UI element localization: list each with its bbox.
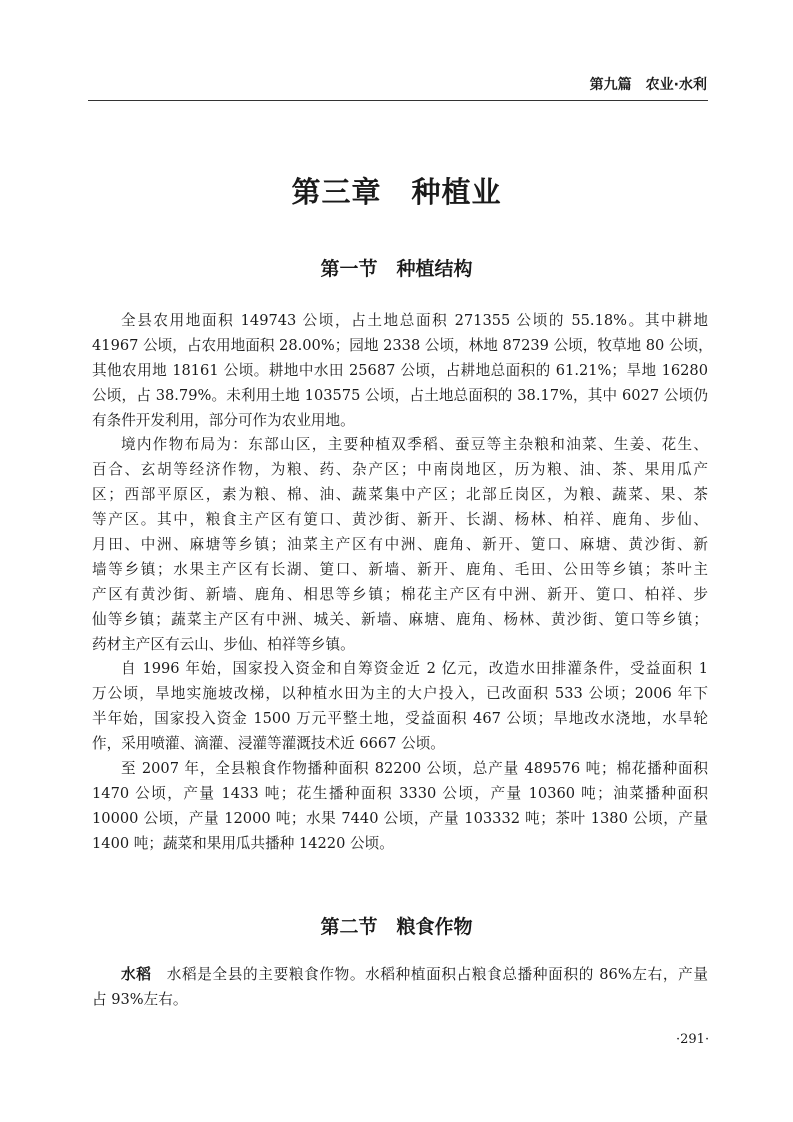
paragraph-line: 占 93%左右。 <box>92 990 188 1008</box>
paragraph-keyword: 水稻 <box>121 966 152 983</box>
paragraph-line: 全县农用地面积 149743 公顷，占土地总面积 271355 公顷的 55.18%。其中耕地 <box>121 312 708 329</box>
paragraph-line: 产区有黄沙街、新墙、鹿角、相思等乡镇；棉花主产区有中洲、新开、筻口、柏祥、步 <box>92 585 708 603</box>
paragraph-line: 墙等乡镇；水果主产区有长湖、筻口、新墙、新开、鹿角、毛田、公田等乡镇；茶叶主 <box>92 560 708 578</box>
page-number: ·291· <box>676 1032 710 1047</box>
running-header: 第九篇 农业·水利 <box>589 77 707 93</box>
paragraph-line: 其他农用地 18161 公顷。耕地中水田 25687 公顷，占耕地总面积的 61.21%；旱地 16280 <box>92 361 708 379</box>
paragraph-line: 水稻 水稻是全县的主要粮食作物。水稻种植面积占粮食总播种面积的 86%左右，产量 <box>121 966 708 983</box>
paragraph-line: 区；西部平原区，素为粮、棉、油、蔬菜集中产区；北部丘岗区，为粮、蔬菜、果、茶 <box>92 486 708 504</box>
paragraph-line: 半年始，国家投入资金 1500 万元平整土地，受益面积 467 公顷；旱地改水浇地，水旱轮 <box>92 710 708 728</box>
section-title: 第二节 粮食作物 <box>320 916 473 938</box>
paragraph-line: 万公顷，旱地实施坡改梯，以种植水田为主的大户投入，已改面积 533 公顷；2006 年下 <box>92 685 708 703</box>
paragraph-line: 百合、玄胡等经济作物，为粮、药、杂产区；中南岗地区，历为粮、油、茶、果用瓜产 <box>92 461 708 479</box>
paragraph-line: 1400 吨；蔬菜和果用瓜共播种 14220 公顷。 <box>92 834 394 852</box>
paragraph-line: 有条件开发利用，部分可作为农业用地。 <box>92 411 355 429</box>
section-body <box>92 309 713 857</box>
chapter-title: 第三章 种植业 <box>291 175 502 209</box>
paragraph-line: 10000 公顷，产量 12000 吨；水果 7440 公顷，产量 103332 吨；茶叶 1380 公顷，产量 <box>92 809 708 827</box>
section-body <box>92 963 708 1013</box>
paragraph-line: 公顷，占 38.79%。未利用土地 103575 公顷，占土地总面积的 38.17%，其中 6027 公顷仍 <box>92 386 708 404</box>
paragraph-line: 41967 公顷，占农用地面积 28.00%；园地 2338 公顷，林地 87239 公顷，牧草地 80 公顷， <box>92 336 713 354</box>
paragraph-line: 作，采用喷灌、滴灌、浸灌等灌溉技术近 6667 公顷。 <box>92 735 445 753</box>
paragraph-line: 至 2007 年，全县粮食作物播种面积 82200 公顷，总产量 489576 吨；棉花播种面积 <box>121 760 708 778</box>
paragraph-line: 仙等乡镇；蔬菜主产区有中洲、城关、新墙、麻塘、鹿角、杨林、黄沙街、筻口等乡镇； <box>92 610 708 628</box>
paragraph-line: 自 1996 年始，国家投入资金和自筹资金近 2 亿元，改造水田排灌条件，受益面积 1 <box>121 660 708 678</box>
paragraph-line: 月田、中洲、麻塘等乡镇；油菜主产区有中洲、鹿角、新开、筻口、麻塘、黄沙街、新 <box>92 536 708 554</box>
header-rule <box>88 100 708 101</box>
paragraph-line: 1470 公顷，产量 1433 吨；花生播种面积 3330 公顷，产量 10360 吨；油菜播种面积 <box>92 784 708 802</box>
paragraph-line: 药材主产区有云山、步仙、柏祥等乡镇。 <box>92 635 355 653</box>
paragraph-line: 境内作物布局为：东部山区，主要种植双季稻、蚕豆等主杂粮和油菜、生姜、花生、 <box>121 436 708 454</box>
section-title: 第一节 种植结构 <box>320 258 473 280</box>
paragraph-line: 等产区。其中，粮食主产区有筻口、黄沙街、新开、长湖、杨林、柏祥、鹿角、步仙、 <box>92 511 708 529</box>
